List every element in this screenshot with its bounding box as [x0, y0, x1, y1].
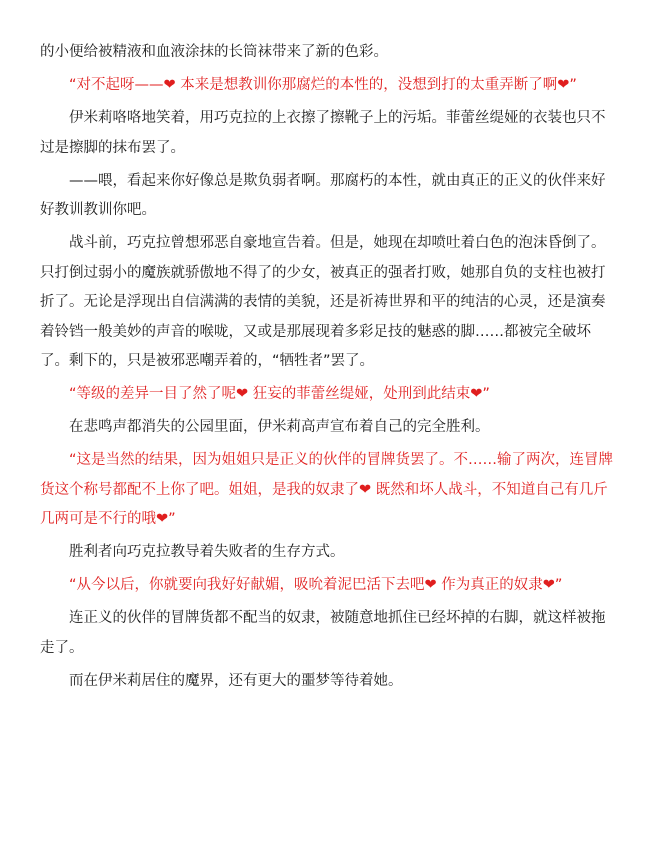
document-page [40, 38, 614, 700]
paragraph: 的小便给被精液和血液涂抹的长筒袜带来了新的色彩。 [40, 44, 388, 60]
dialogue-paragraph: “这是当然的结果，因为姐姐只是正义的伙伴的冒牌货罢了。不……输了两次，连冒牌货这个称号都配不上你了吧。姐姐，是我的奴隶了❤ 既然和坏人战斗，不知道自己有几斤几两可是不行的哦❤” [40, 452, 614, 527]
paragraph: 在悲鸣声都消失的公园里面，伊米莉高声宣布着自己的完全胜利。 [69, 419, 490, 435]
dialogue-paragraph: “等级的差异一目了然了呢❤ 狂妄的菲蕾丝缇娅，处刑到此结束❤” [69, 386, 490, 402]
paragraph: 胜利者向巧克拉教导着失败者的生存方式。 [69, 544, 345, 560]
paragraph: 战斗前，巧克拉曾想邪恶自豪地宣告着。但是，她现在却喷吐着白色的泡沫昏倒了。只打倒过弱小的魔族就骄傲地不得了的少女，被真正的强者打败，她那自负的支柱也被打折了。无论是浮现出自信满满的表情的美貌，还是祈祷世界和平的纯洁的心灵，还是演奏着铃铛一般美妙的声音的喉咙，又或是那展现着多彩足技的魅惑的脚……都被完全破坏了。剩下的，只是被邪恶嘲弄着的，“牺牲者”罢了。 [40, 235, 606, 369]
paragraph: 而在伊米莉居住的魔界，还有更大的噩梦等待着她。 [69, 672, 403, 689]
paragraph: 连正义的伙伴的冒牌货都不配当的奴隶，被随意地抓住已经坏掉的右脚，就这样被拖走了。 [40, 610, 606, 656]
dialogue-paragraph: “对不起呀——❤ 本来是想教训你那腐烂的本性的，没想到打的太重弄断了啊❤” [69, 77, 577, 93]
dialogue-paragraph: “从今以后，你就要向我好好献媚，吸吮着泥巴活下去吧❤ 作为真正的奴隶❤” [69, 577, 563, 593]
paragraph: ——喂，看起来你好像总是欺负弱者啊。那腐朽的本性，就由真正的正义的伙伴来好好教训教训你吧。 [40, 172, 606, 218]
paragraph: 伊米莉咯咯地笑着，用巧克拉的上衣擦了擦靴子上的污垢。菲蕾丝缇娅的衣装也只不过是擦脚的抹布罢了。 [40, 110, 606, 156]
